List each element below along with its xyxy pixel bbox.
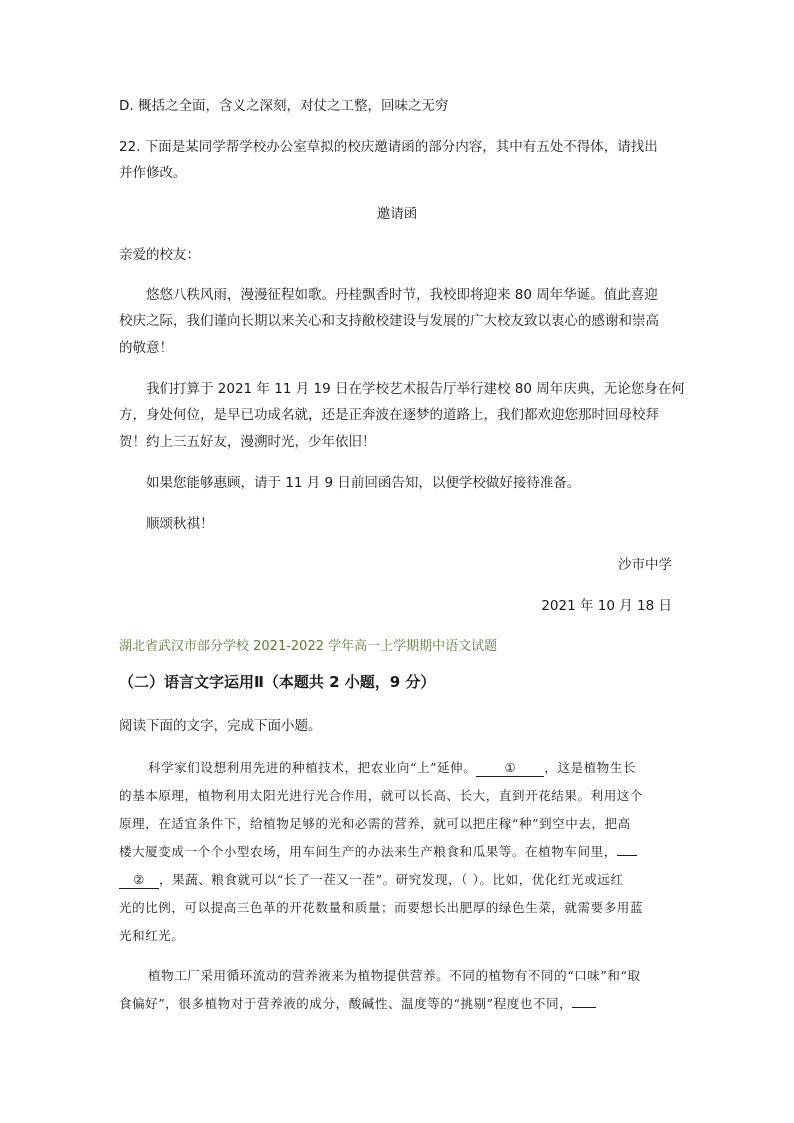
letter-date: 2021 年 10 月 18 日 (541, 598, 672, 614)
section-title: （二）语言文字运用Ⅱ（本题共 2 小题，9 分） (119, 673, 436, 691)
source-line: 湖北省武汉市部分学校 2021-2022 学年高一上学期期中语文试题 (119, 639, 498, 654)
passage-text: ，这是植物生长 (544, 760, 637, 775)
passage-p2-line-2 (119, 994, 596, 1014)
passage-p1-line-3: 原理，在适宜条件下，给植物足够的光和必需的营养，就可以把庄稼“种”到空中去，把高 (119, 816, 631, 831)
passage-p1-line-5 (119, 870, 624, 890)
passage-text: 食偏好”，很多植物对于营养液的成分，酸碱性、温度等的“挑剔”程度也不同， (119, 996, 573, 1011)
letter-title: 邀请函 (376, 206, 418, 222)
passage-text: 科学家们设想利用先进的种植技术，把农业向“上”延伸。 (148, 760, 477, 775)
letter-salutation: 亲爱的校友： (119, 247, 200, 263)
letter-p1-line-1: 悠悠八秩风雨，漫漫征程如歌。丹桂飘香时节，我校即将迎来 80 周年华诞。值此喜迎 (146, 287, 658, 303)
question-22-line-1: 22. 下面是某同学帮学校办公室草拟的校庆邀请函的部分内容，其中有五处不得体，请找出 (119, 139, 658, 155)
letter-p1-line-2: 校庆之际，我们谨向长期以来关心和支持敝校建设与发展的广大校友致以衷心的感谢和崇高 (119, 313, 659, 329)
answer-blank-2: ② (119, 872, 159, 889)
letter-signature: 沙市中学 (618, 557, 672, 573)
letter-p2-line-3: 贺！约上三五好友，漫溯时光，少年依旧！ (119, 434, 376, 450)
passage-p1-line-7: 光和红光。 (119, 928, 185, 943)
answer-blank-2-start (617, 855, 637, 856)
passage-text: 楼大厦变成一个个小型农场，用车间生产的办法来生产粮食和瓜果等。在植物车间里， (119, 844, 617, 859)
option-d: D. 概括之全面，含义之深刻，对仗之工整，回味之无穷 (119, 98, 449, 114)
passage-p1-line-1 (148, 758, 636, 778)
question-22-line-2: 并作修改。 (119, 165, 187, 181)
letter-p3: 如果您能够惠顾，请于 11 月 9 日前回函告知，以便学校做好接待准备。 (146, 475, 581, 491)
letter-p2-line-2: 方，身处何位，是早已功成名就，还是正奔波在逐梦的道路上，我们都欢迎您那时回母校拜 (119, 407, 659, 423)
answer-blank-1: ① (476, 760, 544, 777)
instruction: 阅读下面的文字，完成下面小题。 (119, 718, 322, 734)
answer-blank-3 (572, 1007, 596, 1008)
letter-closing: 顺颂秋祺！ (146, 516, 214, 532)
passage-p2-line-1: 植物工厂采用循环流动的营养液来为植物提供营养。不同的植物有不同的“口味”和“取 (148, 968, 641, 983)
letter-p1-line-3: 的敬意！ (119, 340, 173, 356)
letter-p2-line-1: 我们打算于 2021 年 11 月 19 日在学校艺术报告厅举行建校 80 周年庆典，无论您身在何 (146, 381, 685, 397)
passage-p1-line-6: 光的比例，可以提高三色革的开花数量和质量；而要想长出肥厚的绿色生菜，就需要多用蓝 (119, 900, 644, 915)
passage-p1-line-4 (119, 842, 637, 862)
passage-text: ，果蔬、粮食就可以“长了一茬又一茬”。研究发现，（ ）。比如，优化红光或远红 (159, 872, 624, 887)
passage-p1-line-2: 的基本原理，植物利用太阳光进行光合作用，就可以长高、长大，直到开花结果。利用这个 (119, 788, 644, 803)
